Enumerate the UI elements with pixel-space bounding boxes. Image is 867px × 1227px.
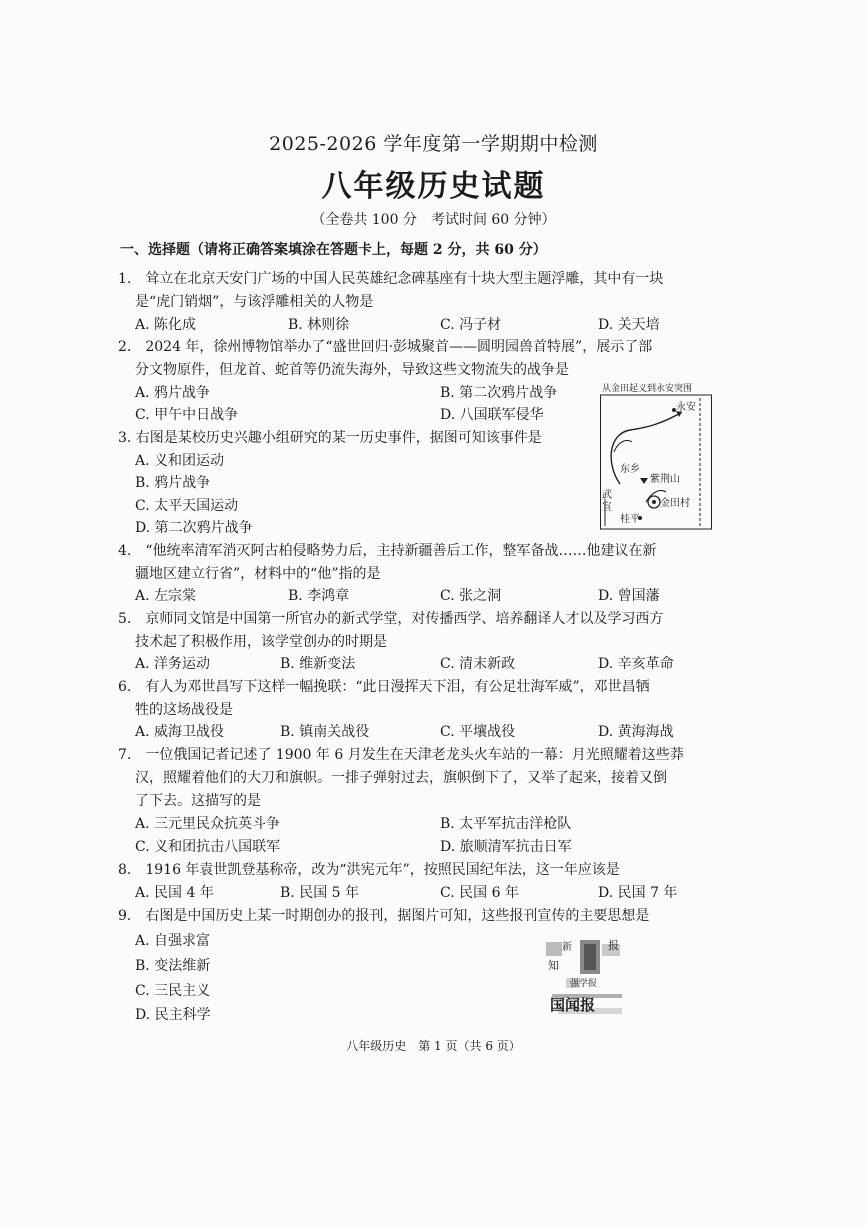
question-9-option-c: C. 三民主义: [135, 983, 211, 999]
question-3-option-b: B. 鸦片战争: [135, 475, 211, 491]
question-5-option-a: A. 洋务运动: [135, 656, 211, 672]
newspaper-label-guowen: 国闻报: [550, 996, 596, 1014]
question-4-option-c: C. 张之洞: [440, 588, 502, 604]
exam-subject-title: 八年级历史试题: [321, 169, 546, 204]
map-label-yongan: 永安: [676, 402, 696, 413]
question-3-line-1: 3. 右图是某校历史兴趣小组研究的某一历史事件，据图可知该事件是: [118, 430, 542, 446]
question-7-option-a: A. 三元里民众抗英斗争: [135, 816, 281, 832]
newspaper-label-qiangxue: 强学报: [570, 979, 598, 989]
question-6-option-c: C. 平壤战役: [440, 724, 516, 740]
exam-term-title: 2025-2026 学年度第一学期期中检测: [269, 133, 598, 155]
question-9-option-d: D. 民主科学: [135, 1007, 211, 1023]
newspaper-image: [542, 938, 637, 1026]
map-label-jintiancun: 金田村: [660, 498, 690, 509]
question-8-option-b: B. 民国 5 年: [280, 885, 359, 901]
question-6-option-d: D. 黄海海战: [598, 724, 674, 740]
question-6-option-b: B. 镇南关战役: [280, 724, 370, 740]
question-9-line-1: 9. 右图是中国历史上某一时期创办的报刊，据图片可知，这些报刊宣传的主要思想是: [118, 908, 650, 924]
question-7-line-2: 汉，照耀着他们的大刀和旗帜。一排子弹射过去，旗帜倒下了，又举了起来，接着又倒: [135, 770, 667, 786]
page-footer: 八年级历史 第 1 页（共 6 页）: [346, 1039, 521, 1053]
question-2-option-d: D. 八国联军侵华: [440, 407, 544, 423]
question-1-line-1: 1. 耸立在北京天安门广场的中国人民英雄纪念碑基座有十块大型主题浮雕，其中有一块: [118, 271, 664, 287]
question-1-option-d: D. 关天培: [598, 317, 660, 333]
question-4-option-b: B. 李鸿章: [288, 588, 350, 604]
question-5-line-2: 技术起了积极作用，该学堂创办的时期是: [135, 634, 387, 650]
question-8-option-d: D. 民国 7 年: [598, 885, 678, 901]
question-2-line-2: 分文物原件，但龙首、蛇首等仍流失海外，导致这些文物流失的战争是: [135, 362, 569, 378]
question-9-option-b: B. 变法维新: [135, 958, 211, 974]
question-4-line-2: 疆地区建立行省”，材料中的“他”指的是: [135, 566, 381, 582]
question-1-line-2: 是“虎门销烟”，与该浮雕相关的人物是: [135, 294, 374, 310]
question-5-option-b: B. 维新变法: [280, 656, 356, 672]
question-7-option-d: D. 旅顺清军抗击日军: [440, 839, 572, 855]
map-title: 从金田起义到永安突围: [602, 384, 693, 394]
question-7-line-3: 了下去。这描写的是: [135, 793, 261, 809]
question-4-line-1: 4. “他统率清军消灭阿古柏侵略势力后，主持新疆善后工作，整军备战……他建议在新: [118, 543, 657, 559]
question-3-option-d: D. 第二次鸦片战争: [135, 520, 253, 536]
question-6-option-a: A. 威海卫战役: [135, 724, 225, 740]
question-8-option-a: A. 民国 4 年: [135, 885, 214, 901]
question-9-option-a: A. 自强求富: [135, 933, 211, 949]
question-5-option-d: D. 辛亥革命: [598, 656, 674, 672]
question-1-option-b: B. 林则徐: [288, 317, 350, 333]
question-5-line-1: 5. 京师同文馆是中国第一所官办的新式学堂，对传播西学、培养翻译人才以及学习西方: [118, 611, 664, 627]
question-7-option-c: C. 义和团抗击八国联军: [135, 839, 281, 855]
question-2-option-b: B. 第二次鸦片战争: [440, 385, 558, 401]
question-8-line-1: 8. 1916 年袁世凯登基称帝，改为“洪宪元年”，按照民国纪年法，这一年应该是: [118, 862, 620, 878]
section-heading: 一、选择题（请将正确答案填涂在答题卡上，每题 2 分，共 60 分）: [120, 242, 547, 258]
map-label-wuxuan: 武宣: [602, 490, 612, 513]
newspaper-label-bao: 报: [608, 939, 619, 952]
exam-info: （全卷共 100 分 考试时间 60 分钟）: [311, 212, 556, 228]
question-1-option-c: C. 冯子材: [440, 317, 502, 333]
question-7-line-1: 7. 一位俄国记者记述了 1900 年 6 月发生在天津老龙头火车站的一幕：月光照耀着这些莽: [118, 747, 684, 763]
question-5-option-c: C. 清末新政: [440, 656, 516, 672]
question-6-line-2: 牲的这场战役是: [135, 702, 233, 718]
map-label-guiping: 桂平: [620, 514, 640, 525]
question-3-option-c: C. 太平天国运动: [135, 498, 239, 514]
question-2-line-1: 2. 2024 年，徐州博物馆举办了“盛世回归·彭城聚首——圆明园兽首特展”，展示了部: [118, 339, 653, 355]
question-7-option-b: B. 太平军抗击洋枪队: [440, 816, 572, 832]
newspaper-label-xin: 新: [562, 942, 572, 953]
taiping-route-map: [600, 384, 712, 530]
question-4-option-d: D. 曾国藩: [598, 588, 660, 604]
question-2-option-c: C. 甲午中日战争: [135, 407, 239, 423]
question-3-option-a: A. 义和团运动: [135, 453, 225, 469]
question-6-line-1: 6. 有人为邓世昌写下这样一幅挽联：“此日漫挥天下泪，有公足壮海军威”，邓世昌牺: [118, 679, 650, 695]
newspaper-label-zhi: 知: [548, 959, 559, 972]
question-8-option-c: C. 民国 6 年: [440, 885, 519, 901]
question-4-option-a: A. 左宗棠: [135, 588, 197, 604]
map-label-zijingshan: 紫荆山: [650, 474, 680, 485]
question-2-option-a: A. 鸦片战争: [135, 385, 211, 401]
map-label-dongxiang: 东乡: [620, 464, 640, 475]
question-1-option-a: A. 陈化成: [135, 317, 197, 333]
